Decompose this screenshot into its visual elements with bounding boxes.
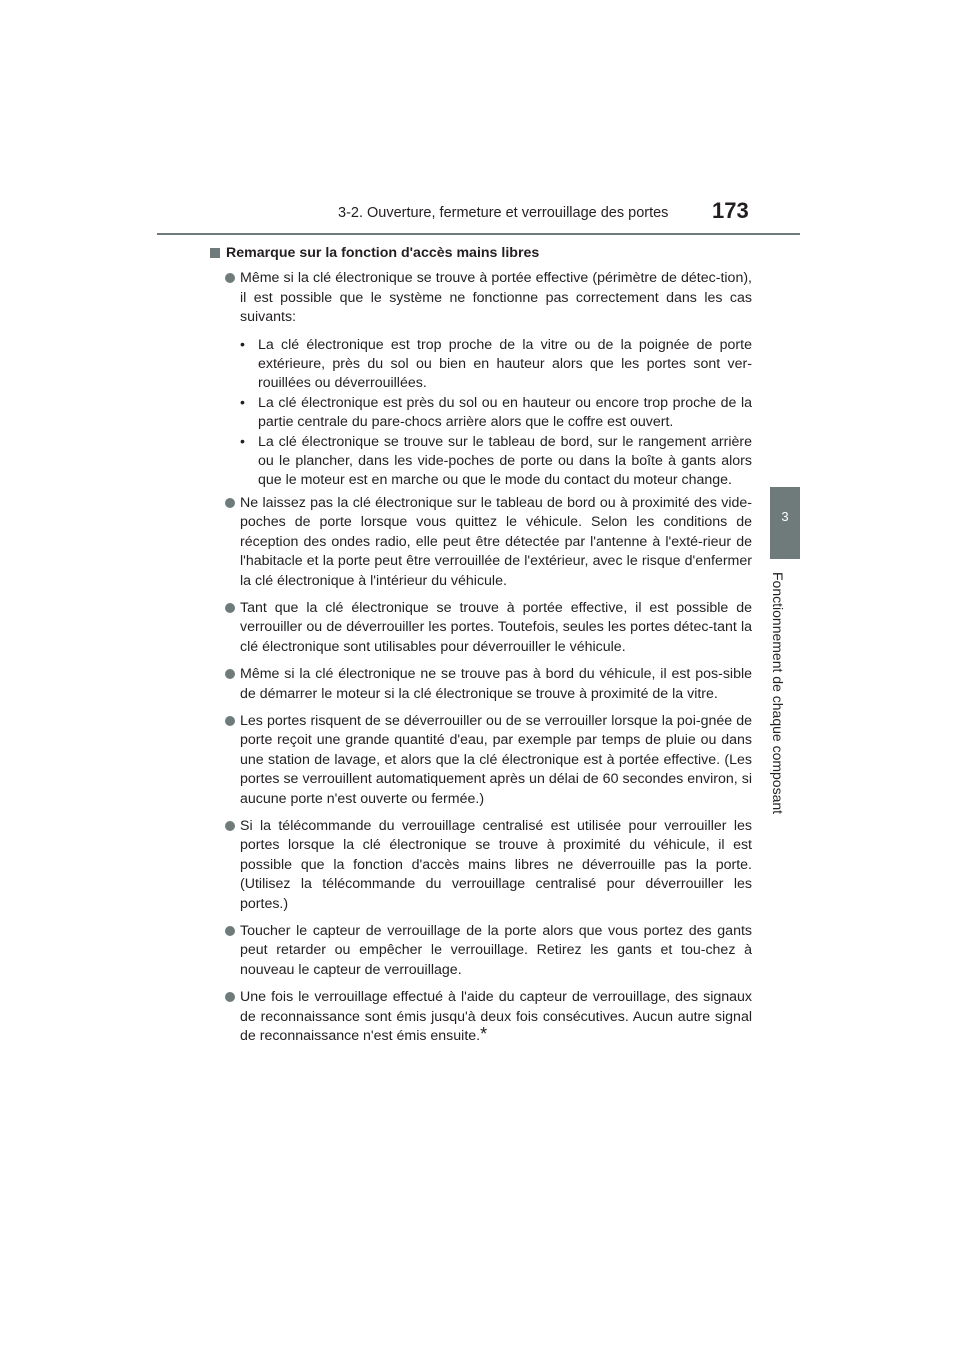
list-item-text: Si la télécommande du verrouillage centralisé est utilisée pour verrouiller les portes lorsque la clé électronique se trouve à proximité du véhicule, il est possible que la fonction d'accès mains libres ne déverrouille pas la porte. (Utilisez la télécommande du verrouillage centralisé pour déverrouiller les portes.) xyxy=(240,817,752,912)
list-item xyxy=(224,665,752,704)
sub-list-item-text: La clé électronique est près du sol ou en hauteur ou encore trop proche de la partie centrale du pare-chocs arrière alors que le coffre est ouvert. xyxy=(258,394,752,431)
sub-list-item xyxy=(240,394,752,433)
list-item-text: Même si la clé électronique ne se trouve pas à bord du véhicule, il est pos-sible de démarrer le moteur si la clé électronique se trouve à proximité de la vitre. xyxy=(240,666,752,702)
chapter-tab: 3 xyxy=(770,487,800,559)
circle-bullet-icon xyxy=(225,669,235,679)
dot-marker-icon: • xyxy=(240,336,245,353)
list-item xyxy=(224,494,752,591)
list-item-text: Même si la clé électronique se trouve à portée effective (périmètre de détec-tion), il est possible que le système ne fonctionne pas correctement dans les cas suivants: xyxy=(240,270,752,326)
footnote-mark: * xyxy=(480,1024,488,1045)
header-divider xyxy=(157,233,800,235)
sub-list xyxy=(240,336,752,491)
section-header-title: 3-2. Ouverture, fermeture et verrouillage des portes xyxy=(338,205,669,221)
chapter-side-label: Fonctionnement de chaque composant xyxy=(770,572,786,815)
sub-list-item xyxy=(240,433,752,491)
circle-bullet-icon xyxy=(225,992,235,1002)
circle-bullet-icon xyxy=(225,821,235,831)
section-heading xyxy=(214,244,752,263)
list-item xyxy=(224,988,752,1046)
circle-bullet-icon xyxy=(225,716,235,726)
dot-marker-icon: • xyxy=(240,394,245,411)
list-item xyxy=(224,922,752,980)
circle-bullet-icon xyxy=(225,273,235,283)
list-item-text: Une fois le verrouillage effectué à l'aide du capteur de verrouillage, des signaux de reconnaissance sont émis jusqu'à deux fois consécutives. Aucun autre signal de reconnaissance n'est émis ensuite. xyxy=(240,989,752,1045)
list-item-text: Les portes risquent de se déverrouiller ou de se verrouiller lorsque la poi-gnée de porte reçoit une grande quantité d'eau, par exemple par temps de pluie ou dans une station de lavage, et alors que la clé électronique est à portée effective. (Les portes se verrouillent automatiquement après un délai de 60 secondes environ, si aucune porte n'est ouverte ou fermée.) xyxy=(240,712,752,807)
sub-list-item xyxy=(240,336,752,394)
list-item-text: Toucher le capteur de verrouillage de la porte alors que vous portez des gants peut retarder ou empêcher le verrouillage. Retirez les gants et tou-chez à nouveau le capteur de verrouillage. xyxy=(240,923,752,978)
list-item-text: Ne laissez pas la clé électronique sur le tableau de bord ou à proximité des vide-poches de porte lorsque vous quittez le véhicule. Selon les conditions de réception des ondes radio, elle peut être détectée par l'antenne à l'exté-rieur de l'habitacle et la porte peut être verrouillée de l'extérieur, avec le risque d'enfermer la clé électronique à l'intérieur du véhicule. xyxy=(240,494,752,589)
list-item xyxy=(224,599,752,657)
main-content xyxy=(224,244,752,1054)
dot-marker-icon: • xyxy=(240,433,245,450)
square-bullet-icon xyxy=(210,248,220,258)
page-number: 173 xyxy=(712,198,749,223)
list-item xyxy=(224,269,752,327)
sub-list-item-text: La clé électronique se trouve sur le tableau de bord, sur le rangement arrière ou le plancher, dans les vide-poches de porte ou dans la boîte à gants alors que le moteur est en marche ou que le mode du contact du moteur change. xyxy=(258,433,752,489)
circle-bullet-icon xyxy=(225,498,235,508)
section-heading-text: Remarque sur la fonction d'accès mains libres xyxy=(226,245,540,261)
circle-bullet-icon xyxy=(225,603,235,613)
sub-list-item-text: La clé électronique est trop proche de la vitre ou de la poignée de porte extérieure, près du sol ou bien en hauteur alors que les portes sont ver-rouillées ou déverrouillées. xyxy=(258,336,752,392)
circle-bullet-icon xyxy=(225,926,235,936)
list-item-text: Tant que la clé électronique se trouve à portée effective, il est possible de verrouiller ou de déverrouiller les portes. Toutefois, seules les portes détec-tant la clé électronique sont utilisables pour déverrouiller le véhicule. xyxy=(240,599,752,655)
list-item xyxy=(224,712,752,809)
list-item xyxy=(224,817,752,914)
